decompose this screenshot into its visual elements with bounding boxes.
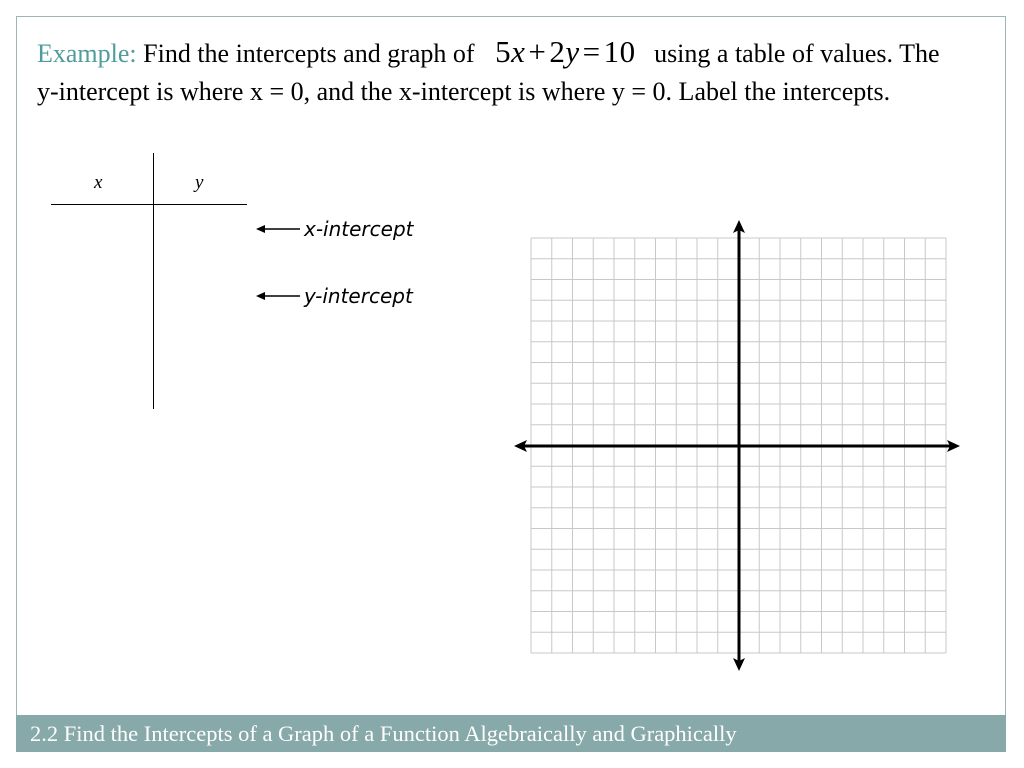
x-intercept-annotation — [256, 217, 414, 241]
left-arrow-icon — [256, 290, 300, 302]
left-arrow-icon — [256, 223, 300, 235]
equation — [495, 33, 636, 71]
footer-bar — [16, 715, 1006, 752]
footer-title: 2.2 Find the Intercepts of a Graph of a Function Algebraically and Graphically — [30, 720, 737, 746]
equation-rhs: 10 — [603, 34, 636, 69]
equation-var1: x — [511, 34, 526, 69]
example-label: Example: — [37, 39, 137, 68]
equation-coef2: 2 — [549, 34, 566, 69]
table-header-y: y — [195, 172, 204, 193]
equation-var2: y — [565, 34, 580, 69]
equation-equals: = — [582, 34, 601, 69]
equation-plus: + — [528, 34, 547, 69]
y-intercept-label: y-intercept — [304, 284, 413, 308]
table-column-divider — [153, 153, 154, 409]
table-header-rule — [51, 204, 247, 205]
table-header-x: x — [94, 172, 103, 193]
x-intercept-label: x-intercept — [304, 217, 414, 241]
problem-text-start: Find the intercepts and graph of — [143, 39, 475, 68]
coordinate-grid — [512, 218, 962, 673]
equation-coef1: 5 — [495, 34, 512, 69]
problem-statement — [37, 33, 967, 111]
problem-text-end: using a table of values. The y-intercept is where x = 0, and the x-intercept is where y = 0. Label the intercepts. — [37, 39, 940, 106]
y-intercept-annotation — [256, 284, 413, 308]
